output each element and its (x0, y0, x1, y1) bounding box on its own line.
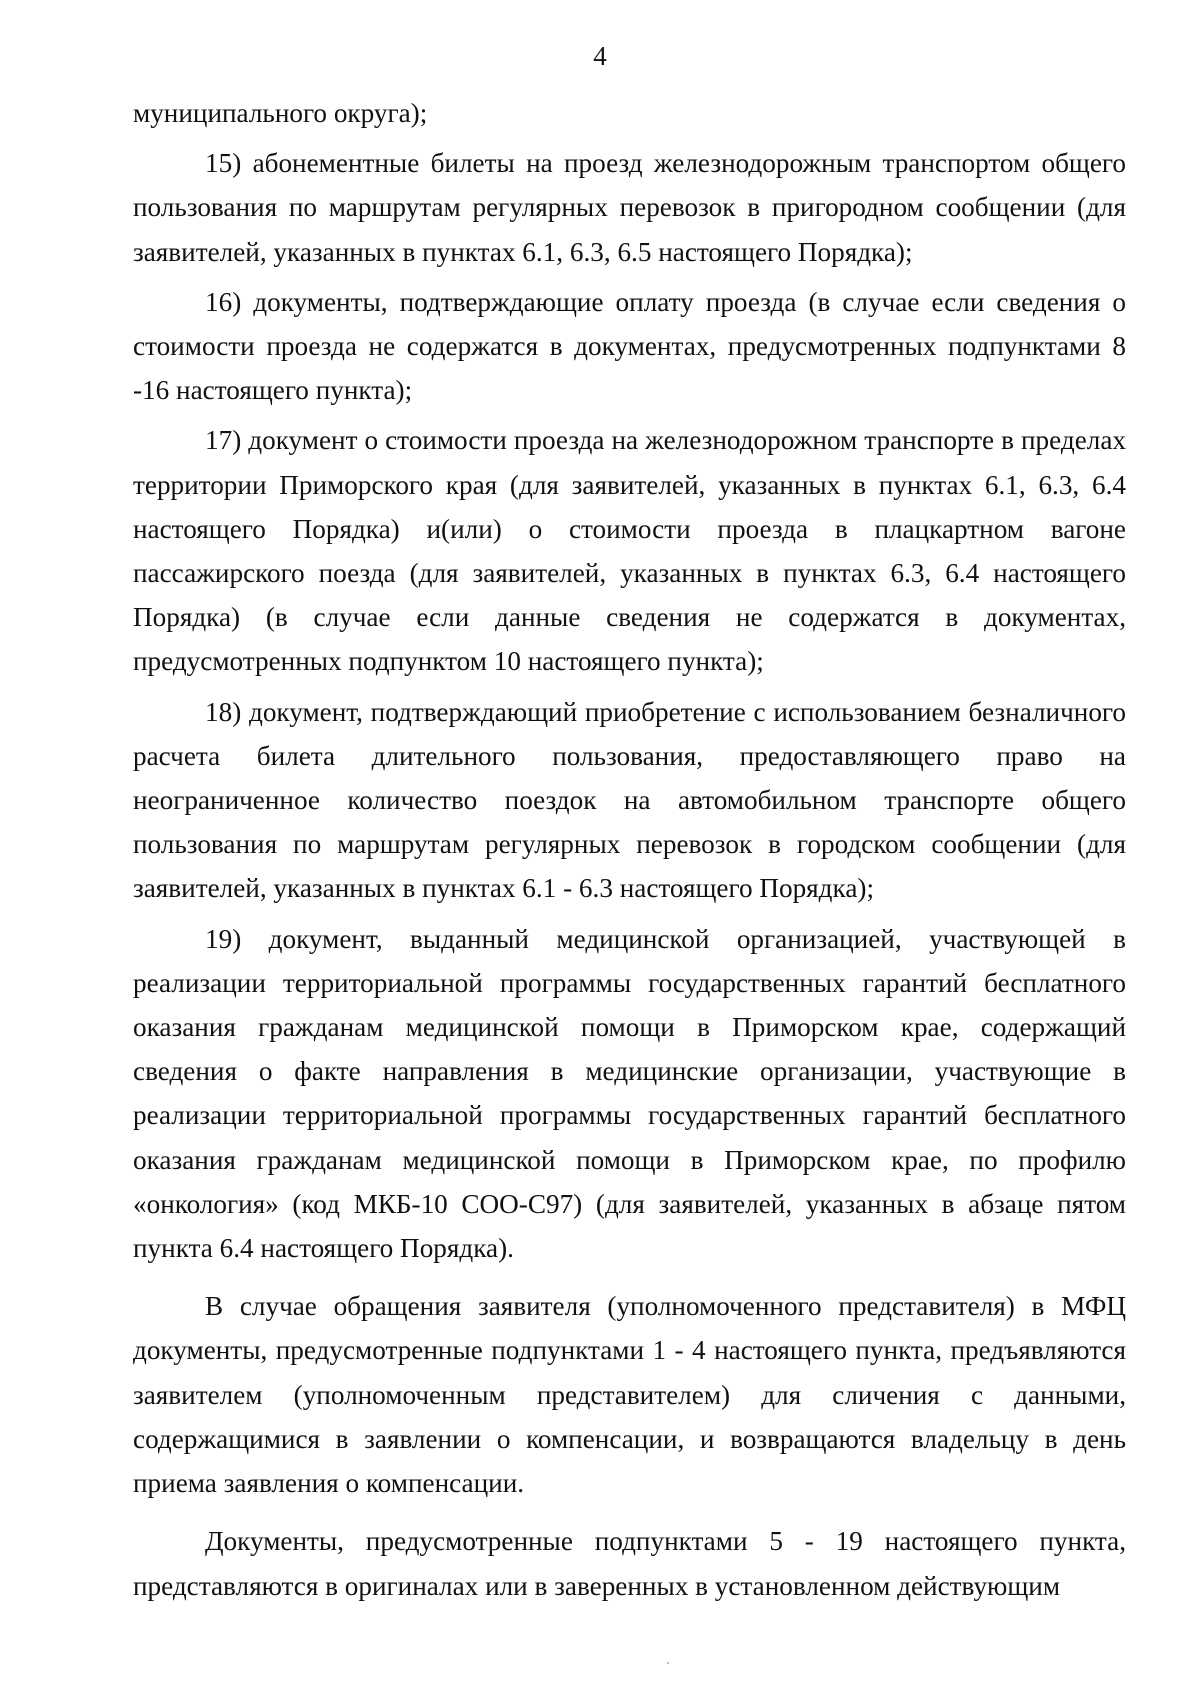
paragraph-originals: Документы, предусмотренные подпунктами 5 - 19 настоящего пункта, представляются в оригиналах или в заверенных в установленном действующим (133, 1526, 1126, 1601)
document-body (133, 91, 1126, 1608)
paragraph-item-17: 17) документ о стоимости проезда на железнодорожном транспорте в пределах территории Приморского края (для заявителей, указанных в пунктах 6.1, 6.3, 6.4 настоящего Порядка) и(или) о стоимости проезда в плацкартном вагоне пассажирского поезда (для заявителей, указанных в пунктах 6.3, 6.4 настоящего Порядка) (в случае если данные сведения не содержатся в документах, предусмотренных подпунктом 10 настоящего пункта); (133, 425, 1126, 677)
paragraph-mfc-documents: В случае обращения заявителя (уполномоченного представителя) в МФЦ документы, предусмотренные подпунктами 1 - 4 настоящего пункта, предъявляются заявителем (уполномоченным представителем) для сличения с данными, содержащимися в заявлении о компенсации, и возвращаются владельцу в день приема заявления о компенсации. (133, 1291, 1126, 1499)
paragraph-item-15: 15) абонементные билеты на проезд железнодорожным транспортом общего пользования по маршрутам регулярных перевозок в пригородном сообщении (для заявителей, указанных в пунктах 6.1, 6.3, 6.5 настоящего Порядка); (133, 148, 1126, 267)
paragraph-continuation: муниципального округа); (133, 98, 428, 128)
scan-artifact (667, 1662, 669, 1664)
paragraph-item-18: 18) документ, подтверждающий приобретение с использованием безналичного расчета билета длительного пользования, предоставляющего право на неограниченное количество поездок на автомобильном транспорте общего пользования по маршрутам регулярных перевозок в городском сообщении (для заявителей, указанных в пунктах 6.1 - 6.3 настоящего Порядка); (133, 696, 1126, 904)
paragraph-item-16: 16) документы, подтверждающие оплату проезда (в случае если сведения о стоимости проезда не содержатся в документах, предусмотренных подпунктами 8 -16 настоящего пункта); (133, 286, 1126, 406)
page-number: 4 (593, 41, 607, 71)
paragraph-item-19: 19) документ, выданный медицинской организацией, участвующей в реализации территориальной программы государственных гарантий бесплатного оказания гражданам медицинской помощи в Приморском крае, содержащий сведения о факте направления в медицинские организации, участвующие в реализации территориальной программы государственных гарантий бесплатного оказания гражданам медицинской помощи в Приморском крае, по профилю «онкология» (код МКБ-10 СОО-С97) (для заявителей, указанных в абзаце пятом пункта 6.4 настоящего Порядка). (133, 923, 1126, 1264)
